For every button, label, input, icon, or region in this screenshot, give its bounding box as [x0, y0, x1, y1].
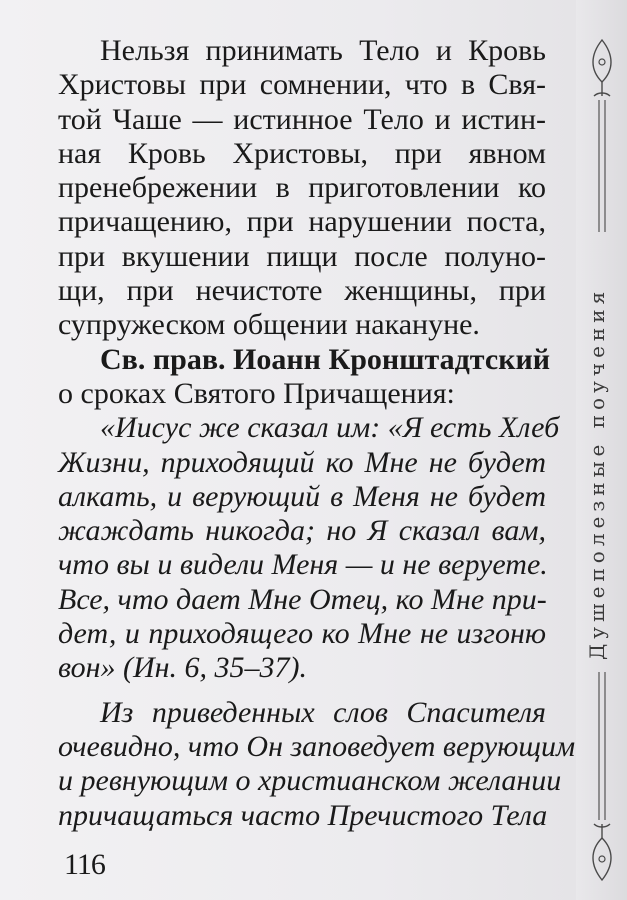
quote-line: вон» (Ин. 6, 35–37).: [58, 651, 308, 685]
text-line: Христовы при сомнении, что в Свя-: [58, 68, 546, 102]
text-line: о сроках Святого Причащения:: [58, 376, 455, 410]
quote-line: Все, что дает Мне Отец, ко Мне при-: [58, 582, 547, 616]
text-line: причащению, при нарушении поста,: [58, 205, 546, 239]
text-line: и ревнующим о христианском желании: [58, 764, 562, 798]
text-line: той Чаше — истинное Тело и истин-: [58, 102, 546, 136]
text-line: щи, при нечистоте женщины, при: [58, 274, 546, 308]
text-line: пренебрежении в приготовлении ко: [58, 171, 546, 205]
page-number: 116: [64, 848, 105, 881]
text-line: при вкушении пищи после полуно-: [58, 239, 546, 273]
quote-line: Жизни, приходящий ко Мне не будет: [58, 445, 546, 479]
scripture-quote: [58, 411, 560, 685]
quote-line: жаждать никогда; но Я сказал вам,: [58, 514, 546, 548]
quote-line: «Иисус же сказал им: «Я есть Хлеб: [100, 411, 560, 445]
attribution-paragraph: [58, 342, 551, 412]
text-line: ная Кровь Христовы, при явном: [58, 136, 546, 170]
text-line: Нельзя принимать Тело и Кровь: [100, 34, 546, 67]
paragraph-communion-restrictions: [58, 34, 546, 343]
author-name: Св. прав. Иоанн Кронштадтский: [100, 342, 551, 376]
running-title: Душеполезные поучения: [585, 286, 609, 660]
text-line: очевидно, что Он заповедует верующим: [58, 729, 576, 763]
text-line: Из приведенных слов Спасителя: [100, 695, 546, 729]
text-line: супружеском общении накануне.: [58, 308, 480, 342]
quote-line: дет, и приходящего ко Мне не изгоню: [58, 617, 546, 651]
text-line: причащаться часто Пречистого Тела: [58, 798, 548, 832]
quote-line: алкать, и верующий в Меня не будет: [58, 479, 546, 513]
quote-line: что вы и видели Меня — и не веруете.: [58, 548, 548, 582]
body-text: [58, 34, 576, 833]
paragraph-commentary: [58, 695, 576, 833]
paragraph-gap: [58, 686, 546, 696]
